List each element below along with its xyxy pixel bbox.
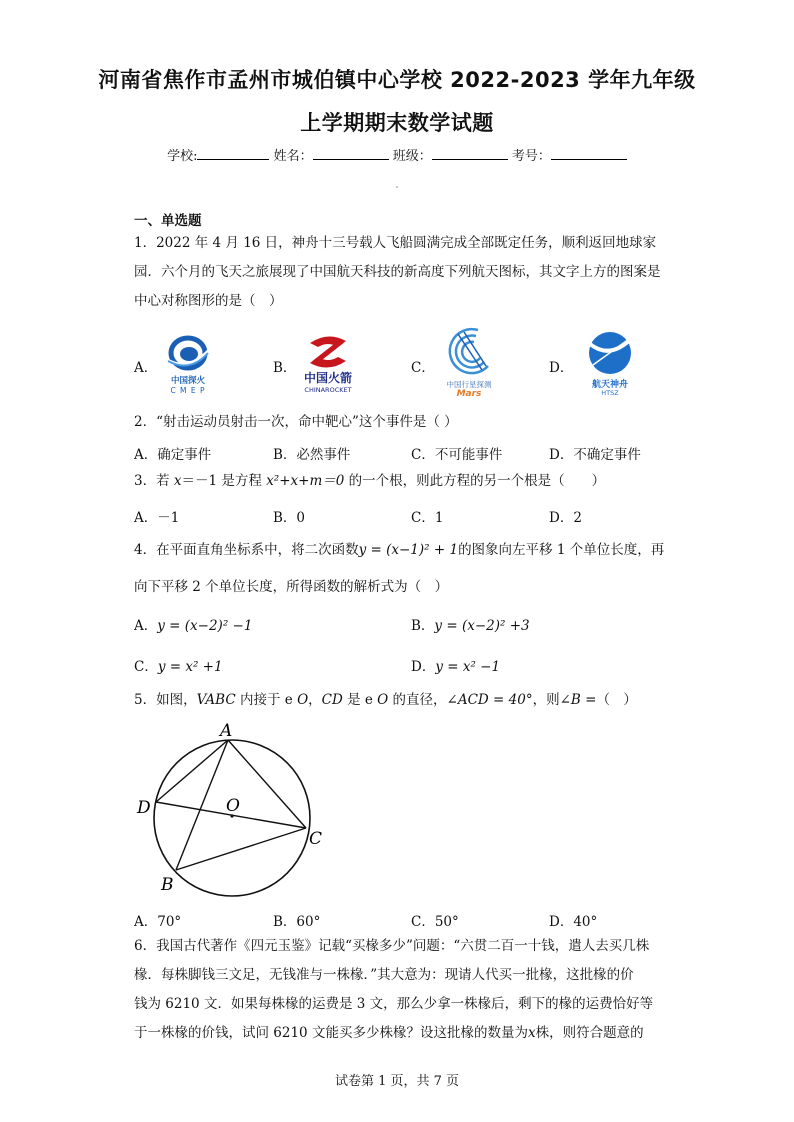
q5-part-1: 5．如图， xyxy=(134,692,197,708)
label-o: O xyxy=(226,796,240,816)
q1-option-d-label[interactable]: D． xyxy=(549,360,574,376)
htsz-sub: HTSZ xyxy=(601,389,619,397)
q5-option-c[interactable]: C．50° xyxy=(411,914,459,930)
question-5-text xyxy=(134,686,694,715)
q5-triangle: VABC xyxy=(196,692,236,708)
q4-option-d-label: D． xyxy=(411,659,436,675)
school-label: 学校: xyxy=(167,149,198,164)
segment-bc xyxy=(176,828,306,870)
class-label: 班级： xyxy=(392,149,432,164)
q4-option-c-expr: y = x² +1 xyxy=(157,659,223,675)
question-3-text xyxy=(134,467,664,496)
question-2-text: 2．“射击运动员射击一次，命中靶心”这个事件是（ ） xyxy=(134,414,458,430)
label-a: A xyxy=(220,721,233,741)
q3-option-c[interactable]: C．1 xyxy=(411,510,444,526)
section-heading: 一、单选题 xyxy=(134,213,202,229)
q5-part-2: 内接于 e xyxy=(235,692,298,708)
question-6-line-1: 6．我国古代著作《四元玉鉴》记载“买椽多少”问题：“六贯二百一十钱，遣人去买几株 xyxy=(134,938,650,954)
q5-option-d[interactable]: D．40° xyxy=(549,914,598,930)
q6-part-1: 于一株椽的价钱，试问 6210 文能买多少株椽？设这批椽的数量为 xyxy=(134,1025,528,1041)
page-title-line2: 上学期期末数学试题 xyxy=(300,111,494,135)
label-d: D xyxy=(137,798,151,818)
school-field[interactable] xyxy=(197,147,269,160)
q4-option-a-expr: y = (x−2)² −1 xyxy=(157,618,253,634)
question-4-line-2: 向下平移 2 个单位长度，所得函数的解析式为（ ） xyxy=(134,579,449,595)
circle-o xyxy=(154,740,310,896)
mars-emblem-icon xyxy=(438,326,500,376)
q3-part-2: ＝－1 是方程 xyxy=(181,473,267,489)
q2-option-b[interactable]: B．必然事件 xyxy=(273,447,351,463)
q2-option-d[interactable]: D．不确定事件 xyxy=(549,447,641,463)
name-field[interactable] xyxy=(313,147,389,160)
q6-var-x: x xyxy=(527,1025,536,1041)
question-4-line-1 xyxy=(134,536,694,565)
q3-option-a[interactable]: A．－1 xyxy=(134,510,180,526)
decorative-dot xyxy=(396,186,398,188)
rocket-text: 中国火箭 xyxy=(303,371,352,385)
q5-option-b[interactable]: B．60° xyxy=(273,914,321,930)
q1-option-c-label[interactable]: C． xyxy=(411,360,435,376)
q5-part-4: 是 e xyxy=(342,692,378,708)
htsz-text: 航天神舟 xyxy=(591,380,628,390)
page-footer: 试卷第 1 页，共 7 页 xyxy=(334,1074,460,1089)
name-label: 姓名： xyxy=(273,149,313,164)
q5-part-6: ，则 xyxy=(532,692,560,708)
cmep-text: 中国探火 xyxy=(170,376,205,386)
q6-part-2: 株，则符合题意的 xyxy=(535,1025,644,1041)
q2-option-a[interactable]: A．确定事件 xyxy=(134,447,212,463)
label-b: B xyxy=(161,875,174,895)
class-field[interactable] xyxy=(432,147,508,160)
question-1-text: 1．2022 年 4 月 16 日，神舟十三号载人飞船圆满完成全部既定任务，顺利返回地球家园．六个月的飞天之旅展现了中国航天科技的新高度下列航天图标，其文字上方的图案是中心对称图形的是（ ） xyxy=(134,235,661,309)
q5-angle-b: ∠B = xyxy=(559,692,597,708)
page-title-line1: 河南省焦作市孟州市城伯镇中心学校 2022-2023 学年九年级 xyxy=(98,68,696,92)
q1-option-b-label[interactable]: B． xyxy=(273,360,297,376)
q5-angle-acd: ∠ACD = 40° xyxy=(446,692,533,708)
q5-option-a[interactable]: A．70° xyxy=(134,914,182,930)
q3-part-3: 的一个根，则此方程的另一个根是（ ） xyxy=(344,473,606,489)
q4-option-a-label: A． xyxy=(134,618,158,634)
q1-logo-cmep[interactable] xyxy=(160,333,216,399)
question-6-line-4 xyxy=(134,1019,694,1048)
segment-ab xyxy=(176,740,228,870)
q3-var-x: x xyxy=(173,473,182,489)
htsz-emblem-icon xyxy=(580,330,640,376)
q1-logo-chinarocket[interactable] xyxy=(298,333,358,399)
q4-option-c[interactable] xyxy=(134,655,223,675)
q4-option-a[interactable] xyxy=(134,614,252,634)
q4-option-b[interactable] xyxy=(411,614,530,634)
q4-part-2: 的图象向左平移 1 个单位长度，再 xyxy=(458,542,665,558)
q5-circle-o-1: O xyxy=(297,692,309,708)
q5-part-7: （ ） xyxy=(596,692,637,708)
number-label: 考号： xyxy=(511,149,551,164)
q2-option-c[interactable]: C．不可能事件 xyxy=(411,447,503,463)
mars-sub: Mars xyxy=(456,389,482,399)
q3-option-b[interactable]: B．0 xyxy=(273,510,306,526)
q1-logo-htsz[interactable] xyxy=(580,330,640,400)
segment-da xyxy=(156,740,228,802)
mars-text: 中国行星探测 xyxy=(446,380,492,389)
q5-circle-diagram xyxy=(134,718,334,898)
cmep-sub: C M E P xyxy=(170,386,206,395)
rocket-emblem-icon xyxy=(298,333,358,371)
q4-option-b-expr: y = (x−2)² +3 xyxy=(434,618,530,634)
q4-option-d[interactable] xyxy=(411,655,500,675)
rocket-sub: CHINAROCKET xyxy=(304,386,352,394)
label-c: C xyxy=(309,829,323,849)
q4-option-d-expr: y = x² −1 xyxy=(435,659,501,675)
q4-option-b-label: B． xyxy=(411,618,435,634)
number-field[interactable] xyxy=(551,147,627,160)
q1-option-a-label[interactable]: A． xyxy=(134,360,158,376)
q3-option-d[interactable]: D．2 xyxy=(549,510,582,526)
question-6-line-2: 椽．每株脚钱三文足，无钱准与一株椽．”其大意为：现请人代买一批椽，这批椽的价 xyxy=(134,967,634,983)
q5-cd: CD xyxy=(321,692,343,708)
q3-part-1: 3．若 xyxy=(134,473,174,489)
q5-part-5: 的直径， xyxy=(388,692,447,708)
q3-equation: x²+x+m＝0 xyxy=(266,473,345,489)
q5-circle-o-2: O xyxy=(377,692,389,708)
q4-part-1: 4．在平面直角坐标系中，将二次函数 xyxy=(134,542,359,558)
q1-logo-mars[interactable] xyxy=(438,326,500,402)
q4-function: y = (x−1)² + 1 xyxy=(358,542,459,558)
q4-option-c-label: C． xyxy=(134,659,158,675)
student-info-line xyxy=(0,145,794,164)
question-6-line-3: 钱为 6210 文．如果每株椽的运费是 3 文，那么少拿一株椽后，剩下的椽的运费恰好等 xyxy=(134,996,654,1012)
q5-part-3: ， xyxy=(308,692,322,708)
